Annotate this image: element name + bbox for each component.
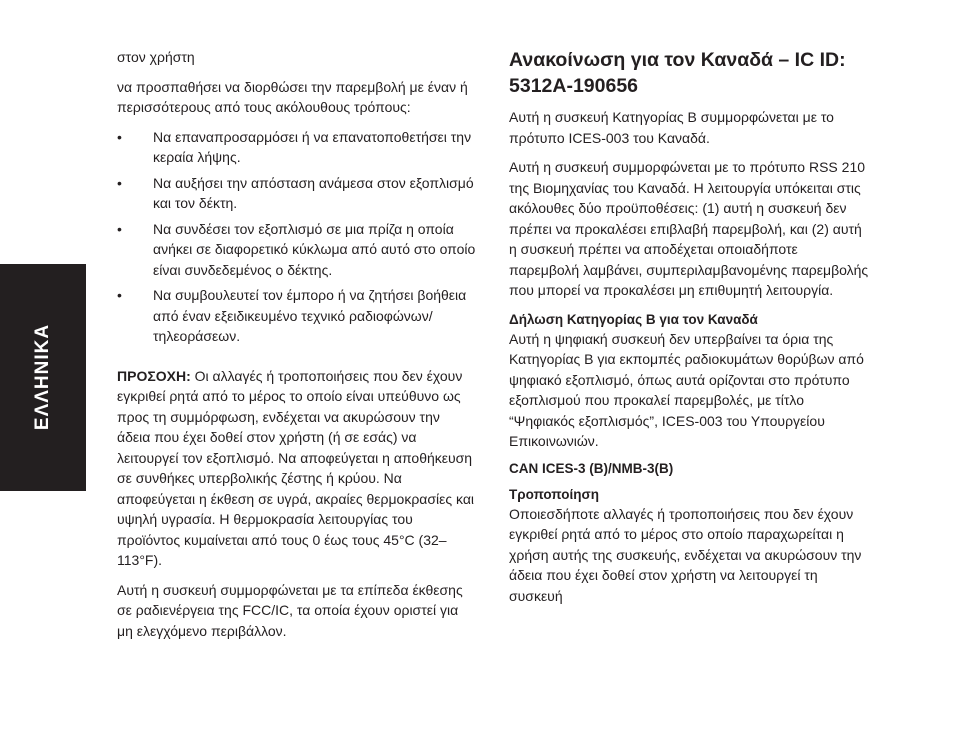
- class-b-paragraph: Αυτή η συσκευή Κατηγορίας B συμμορφώνεται με το πρότυπο ICES-003 του Καναδά.: [509, 109, 834, 146]
- list-item-text: Να συνδέσει τον εξοπλισμό σε μια πρίζα η οποία ανήκει σε διαφορετικό κύκλωμα από αυτό στο οποίο είναι συνδεδεμένος ο δέκτης.: [153, 220, 476, 278]
- bullet-icon: •: [117, 287, 122, 303]
- fcc-paragraph: Αυτή η συσκευή συμμορφώνεται με τα επίπεδα έκθεσης σε ραδιενέργεια της FCC/IC, τα οποία έχουν οριστεί για μη ελεγχόμενο περιβάλλον.: [117, 581, 463, 639]
- right-column: [509, 47, 869, 615]
- modification-paragraph: Οποιεσδήποτε αλλαγές ή τροποποιήσεις που δεν έχουν εγκριθεί ρητά από το μέρος στο οποίο παραχωρείται η χρήση αυτής της συσκευής, ενδέχεται να ακυρώσουν την άδεια που έχει δοθεί στον χρήστη να λειτουργεί τη συσκευή: [509, 505, 862, 604]
- bullet-icon: •: [117, 220, 122, 237]
- language-tab-label: ΕΛΛΗΝΙΚΑ: [32, 323, 53, 431]
- canada-notice-heading: Ανακοίνωση για τον Καναδά – IC ID: 5312A-190656: [509, 49, 846, 97]
- intro-line: στον χρήστη: [117, 49, 195, 65]
- language-side-tab: [0, 264, 86, 491]
- warning-label: ΠΡΟΣΟΧΗ:: [117, 367, 191, 384]
- list-item: [117, 219, 477, 281]
- list-item: [117, 173, 477, 214]
- digital-device-paragraph: Αυτή η ψηφιακή συσκευή δεν υπερβαίνει τα όρια της Κατηγορίας B για εκπομπές ραδιοκυμάτων θορύβων από ψηφιακό εξοπλισμό, όπως αυτά ορίζονται στο πρότυπο εξοπλισμού που προκαλεί παρεμβολές, με τίτλο “Ψηφιακός εξοπλισμός”, ICES-003 του Υπουργείου Επικοινωνιών.: [509, 330, 864, 449]
- warning-text: Οι αλλαγές ή τροποποιήσεις που δεν έχουν εγκριθεί ρητά από το μέρος το οποίο είναι υπεύθυνο ως προς τη συμμόρφωση, ενδέχεται να ακυρώσουν την άδεια που έχει δοθεί στον χρήστη (ή σε εσάς) να λειτουργεί τον εξοπλισμό. Να αποφεύγεται η αποθήκευση σε συνθήκες υπερβολικής ζέστης ή κρύου. Να αποφεύγεται η έκθεση σε υγρά, ακραίες θερμοκρασίες και υψηλή υγρασία. Η θερμοκρασία λειτουργίας του προϊόντος κυμαίνεται από τους 0 έως τους 45°C (32–113°F).: [117, 367, 475, 568]
- rss-paragraph: Αυτή η συσκευή συμμορφώνεται με το πρότυπο RSS 210 της Βιομηχανίας του Καναδά. Η λειτουργία υπόκειται στις ακόλουθες δύο προϋποθέσεις: (1) αυτή η συσκευή δεν πρέπει να προκαλέσει επιβλαβή παρεμβολή, και (2) αυτή η συσκευή πρέπει να αποδέχεται οποιαδήποτε παρεμβολή λαμβάνει, συμπεριλαμβανομένης παρεμβολής που μπορεί να προκαλέσει μη επιθυμητή λειτουργία.: [509, 159, 869, 298]
- bullet-icon: •: [117, 174, 122, 191]
- remedy-list: [117, 127, 477, 347]
- ices-label: CAN ICES-3 (B)/NMB-3(B): [509, 460, 674, 476]
- list-item: [117, 127, 477, 168]
- list-item-text: Να αυξήσει την απόσταση ανάμεσα στον εξοπλισμό και τον δέκτη.: [153, 174, 474, 211]
- warning-paragraph: [117, 366, 477, 571]
- list-item: [117, 285, 477, 347]
- intro-paragraph: να προσπαθήσει να διορθώσει την παρεμβολή με έναν ή περισσότερους από τους ακόλουθους τρόπους:: [117, 78, 468, 115]
- list-item-text: Να επαναπροσαρμόσει ή να επανατοποθετήσει την κεραία λήψης.: [153, 128, 472, 165]
- left-column: [117, 47, 477, 650]
- modification-heading: Τροποποίηση: [509, 486, 599, 502]
- bullet-icon: •: [117, 128, 122, 145]
- list-item-text: Να συμβουλευτεί τον έμπορο ή να ζητήσει βοήθεια από έναν εξειδικευμένο τεχνικό ραδιοφώνων/τηλεοράσεων.: [153, 287, 467, 344]
- class-b-statement-heading: Δήλωση Κατηγορίας B για τον Καναδά: [509, 311, 758, 327]
